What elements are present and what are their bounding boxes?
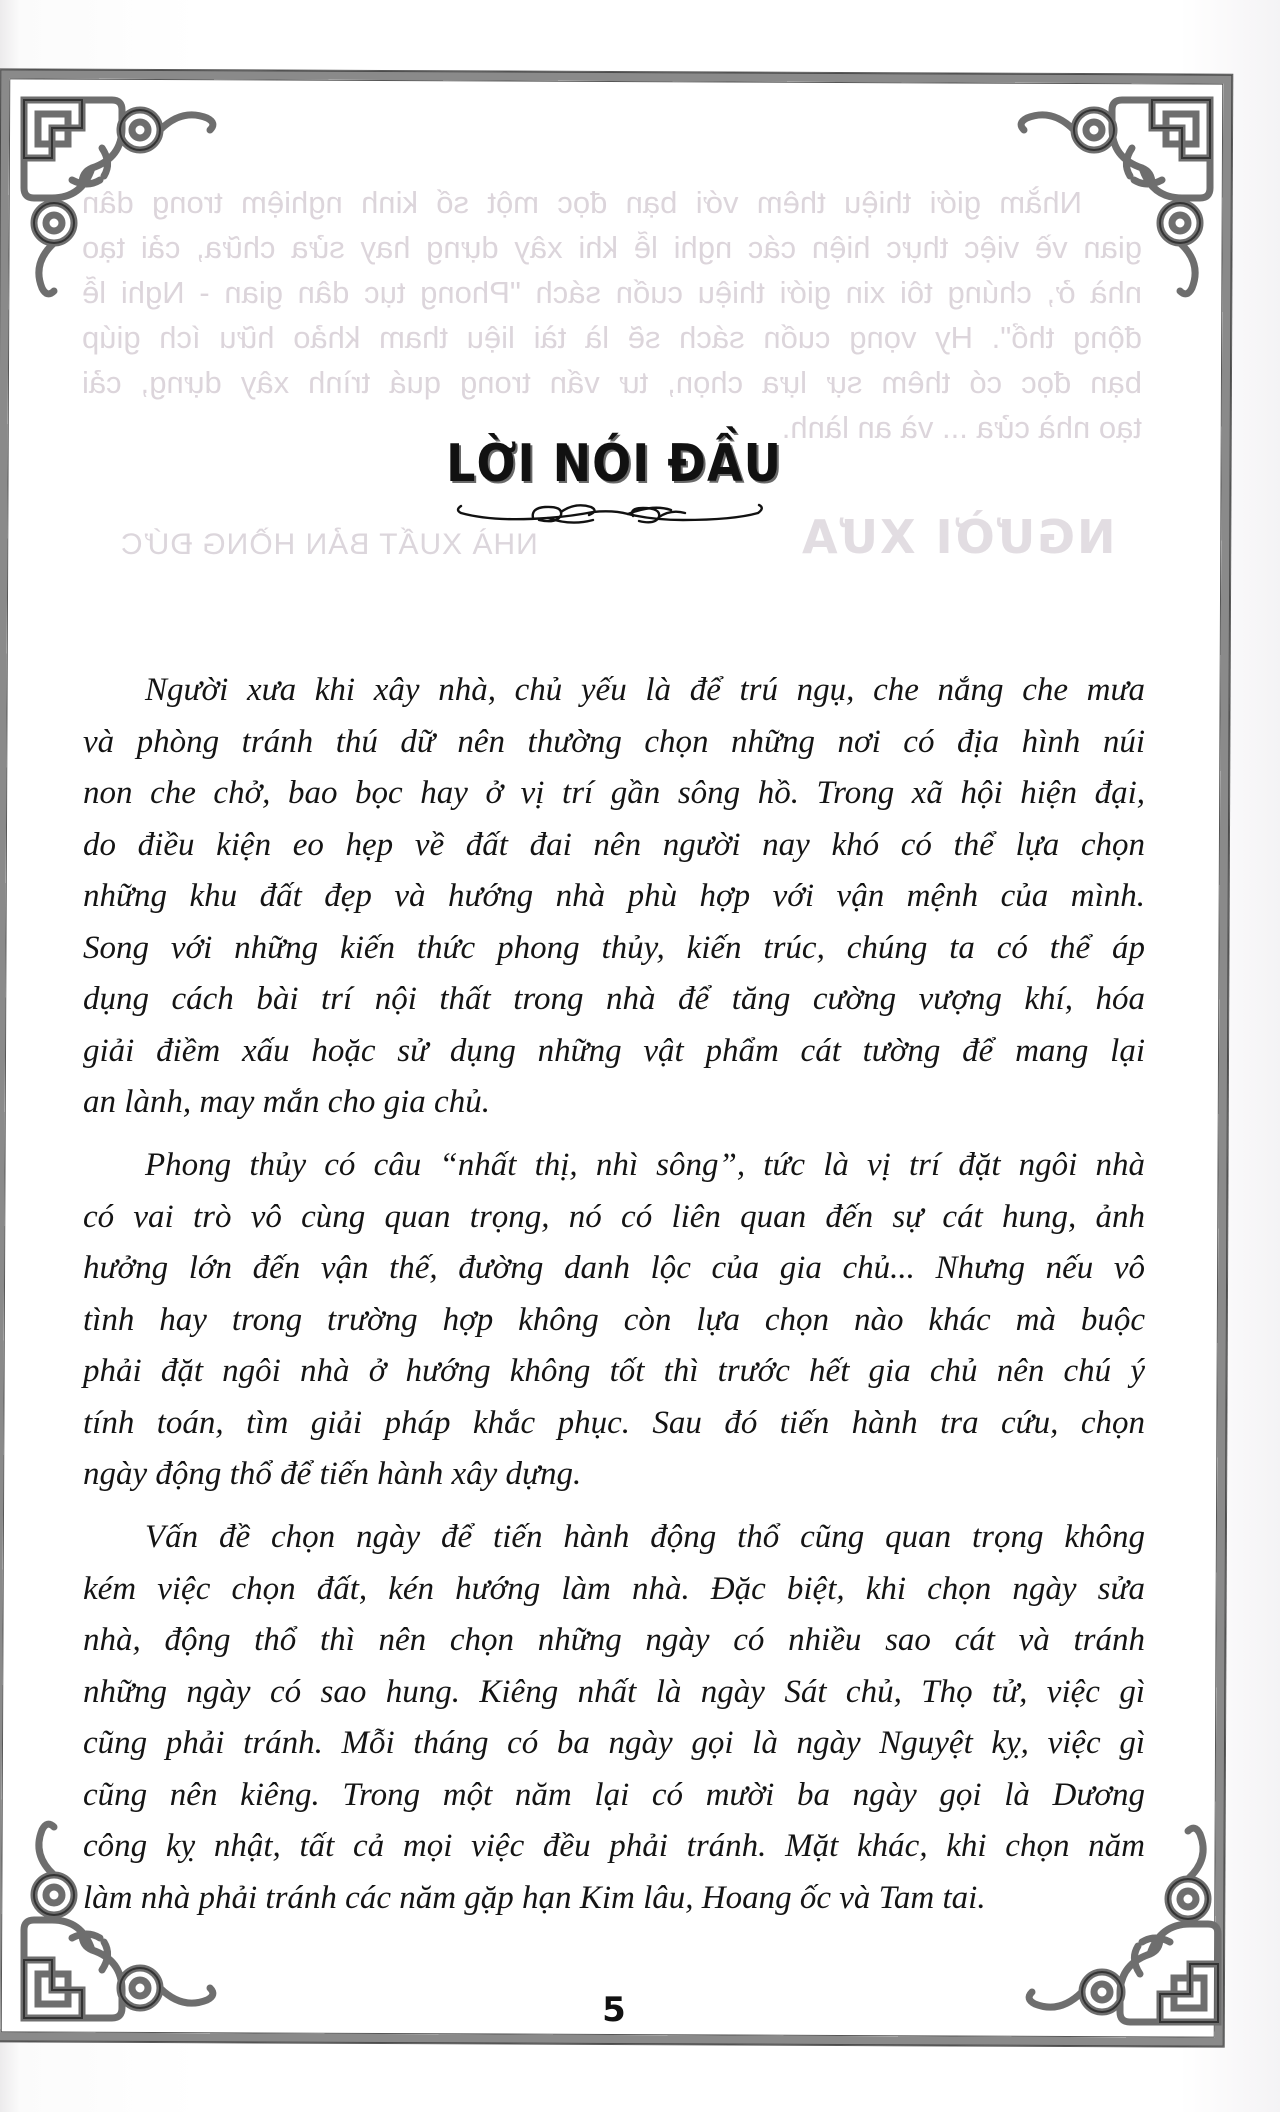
- bleed-through-line: gian về việc thực hiện các nghi lễ khi xây dựng hay sửa chữa, cải tạo: [82, 230, 1142, 265]
- text-line: cũng phải tránh. Mỗi tháng có ba ngày gọi là ngày Nguyệt kỵ, việc gì: [83, 1725, 1145, 1761]
- text-line: hưởng lớn đến vận thế, đường danh lộc của gia chủ... Nhưng nếu vô: [83, 1250, 1145, 1286]
- flourish-divider-icon: [453, 498, 767, 528]
- text-line: nhà, động thổ thì nên chọn những ngày có nhiều sao cát và tránh: [83, 1622, 1145, 1658]
- bleed-through-publisher: NHÀ XUẤT BẢN HỒNG ĐỨC: [120, 528, 538, 561]
- text-line: Song với những kiến thức phong thủy, kiến trúc, chúng ta có thể áp: [83, 929, 1145, 966]
- text-line: do điều kiện eo hẹp về đất đai nên người nay khó có thể lựa chọn: [83, 826, 1145, 863]
- text-line: cũng nên kiêng. Trong một năm lại có mười ba ngày gọi là Dương: [83, 1776, 1145, 1813]
- bleed-through-line: Nhằm giới thiệu thêm với bạn đọc một số kinh nghiệm trong dân: [82, 185, 1082, 220]
- text-line: ngày động thổ để tiến hành xây dựng.: [83, 1456, 582, 1492]
- text-line: kém việc chọn đất, kén hướng làm nhà. Đặc biệt, khi chọn ngày sửa: [83, 1570, 1145, 1607]
- page-number: 5: [602, 1990, 626, 2030]
- text-line: giải điềm xấu hoặc sử dụng những vật phẩm cát tường để mang lại: [83, 1032, 1145, 1069]
- text-line: có vai trò vô cùng quan trọng, nó có liên quan đến sự cát hung, ảnh: [83, 1198, 1145, 1235]
- text-line: Vấn đề chọn ngày để tiến hành động thổ cũng quan trọng không: [145, 1519, 1145, 1555]
- paragraph-1: [83, 665, 1145, 1129]
- text-line: tình hay trong trường hợp không còn lựa chọn nào khác mà buộc: [83, 1301, 1145, 1338]
- bleed-through-line: bạn đọc có thêm sự lựa chọn, tư vấn trong quá trình xây dựng, cải: [82, 365, 1142, 400]
- corner-ornament-top-right-icon: [1002, 88, 1222, 308]
- text-line: tính toán, tìm giải pháp khắc phục. Sau đó tiến hành tra cứu, chọn: [83, 1404, 1145, 1441]
- bleed-through-line: động thổ". Hy vọng cuốn sách sẽ là tài liệu tham khảo hữu ích giúp: [82, 320, 1142, 355]
- text-line: công kỵ nhật, tất cả mọi việc đều phải tránh. Mặt khác, khi chọn năm: [83, 1828, 1145, 1864]
- text-line: và phòng tránh thú dữ nên thường chọn những nơi có địa hình núi: [83, 723, 1145, 760]
- text-line: làm nhà phải tránh các năm gặp hạn Kim lâu, Hoang ốc và Tam tai.: [83, 1879, 986, 1916]
- text-line: phải đặt ngôi nhà ở hướng không tốt thì trước hết gia chủ nên chú ý: [83, 1353, 1145, 1389]
- page-title: LỜI NÓI ĐẦU: [446, 432, 782, 494]
- text-line: dụng cách bài trí nội thất trong nhà để tăng cường vượng khí, hóa: [83, 981, 1145, 1017]
- bleed-through-heading: NGƯỜI XƯA: [800, 510, 1116, 564]
- text-line: Người xưa khi xây nhà, chủ yếu là để trú ngụ, che nắng che mưa: [145, 672, 1145, 708]
- paragraph-2: [83, 1140, 1145, 1501]
- bleed-through-line: nhà ở, chúng tôi xin giới thiệu cuốn sách "Phong tục dân gian - Nghi lễ: [82, 275, 1142, 310]
- bleed-through-text: [82, 180, 1142, 450]
- paragraph-3: [83, 1512, 1145, 1924]
- text-line: Phong thủy có câu “nhất thị, nhì sông”, tức là vị trí đặt ngôi nhà: [145, 1147, 1145, 1183]
- text-line: non che chở, bao bọc hay ở vị trí gần sông hồ. Trong xã hội hiện đại,: [83, 775, 1145, 811]
- text-line: những ngày có sao hung. Kiêng nhất là ngày Sát chủ, Thọ tử, việc gì: [83, 1673, 1145, 1710]
- preface-body: [83, 665, 1145, 1924]
- bleed-through-line: tạo nhà cửa ... và an lành.: [781, 410, 1142, 445]
- text-line: những khu đất đẹp và hướng nhà phù hợp với vận mệnh của mình.: [83, 878, 1145, 914]
- text-line: an lành, may mắn cho gia chủ.: [83, 1084, 490, 1120]
- corner-ornament-top-left-icon: [12, 88, 232, 308]
